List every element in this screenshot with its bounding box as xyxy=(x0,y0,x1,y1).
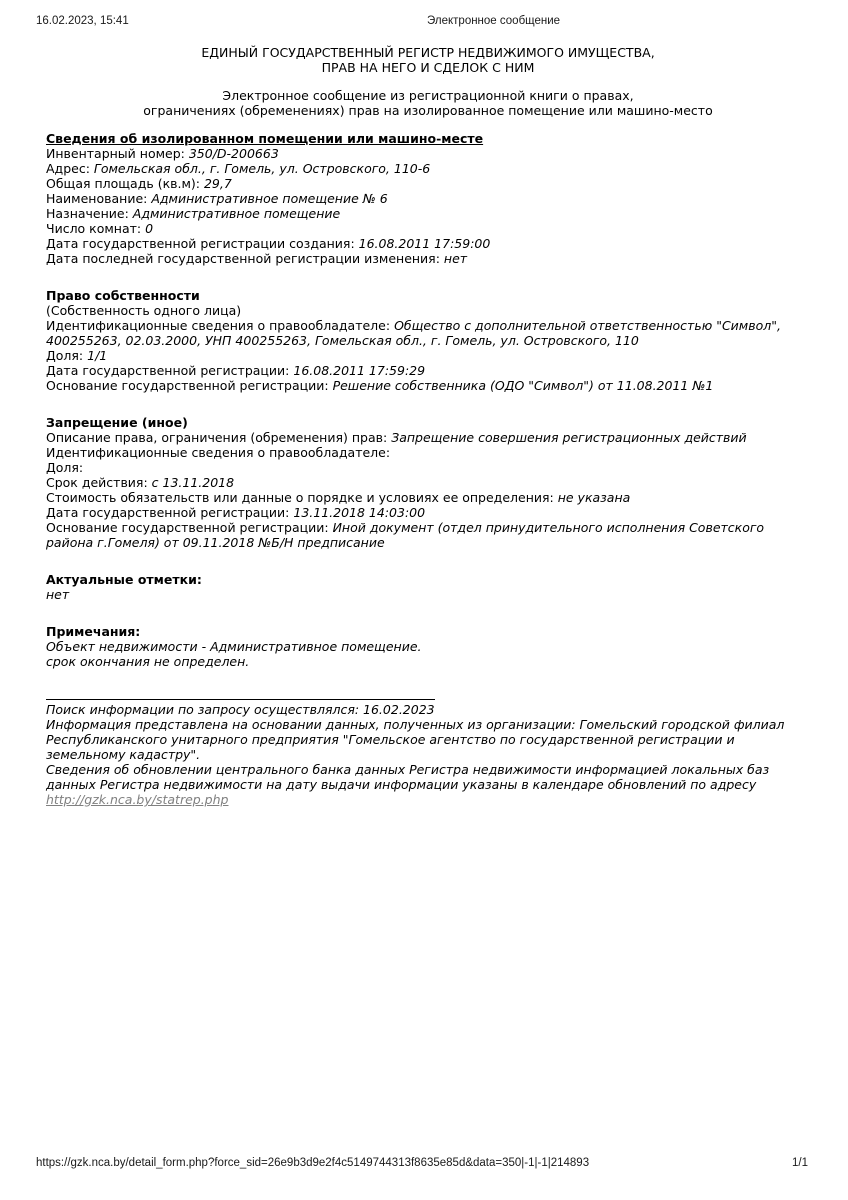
field-label: Стоимость обязательств или данные о порядке и условиях ее определения: xyxy=(46,490,554,505)
field-label: Срок действия: xyxy=(46,475,148,490)
field-value: не указана xyxy=(557,490,631,505)
print-header-datetime: 16.02.2023, 15:41 xyxy=(36,15,129,27)
notes-line: Объект недвижимости - Административное помещение. xyxy=(46,639,422,654)
print-header xyxy=(36,15,812,29)
section-ownership xyxy=(46,288,810,393)
field-label: Основание государственной регистрации: xyxy=(46,378,329,393)
field-address xyxy=(46,161,810,176)
field-reg-date xyxy=(46,363,810,378)
field-rightholder-id xyxy=(46,318,810,348)
field-name xyxy=(46,191,810,206)
field-inventory-number xyxy=(46,146,810,161)
field-room-count xyxy=(46,221,810,236)
field-value: 16.08.2011 17:59:29 xyxy=(293,363,426,378)
field-label: Дата государственной регистрации: xyxy=(46,363,290,378)
field-label: Дата государственной регистрации создания: xyxy=(46,236,355,251)
field-share xyxy=(46,348,810,363)
field-label: Дата последней государственной регистрации изменения: xyxy=(46,251,440,266)
doc-subtitle-line1: Электронное сообщение из регистрационной книги о правах, xyxy=(222,88,634,103)
field-right-description xyxy=(46,430,810,445)
statrep-link-line xyxy=(46,792,810,807)
divider-line xyxy=(46,699,435,700)
print-footer xyxy=(36,1157,808,1169)
document-body xyxy=(46,45,810,807)
field-value: 350/D-200663 xyxy=(188,146,279,161)
field-label: Наименование: xyxy=(46,191,148,206)
info-footer xyxy=(46,699,810,807)
field-value: Административное помещение № 6 xyxy=(151,191,388,206)
section-notes xyxy=(46,624,810,669)
section-prohibition-heading: Запрещение (иное) xyxy=(46,415,188,430)
field-value: Гомельская обл., г. Гомель, ул. Островского, 110-6 xyxy=(93,161,431,176)
field-value: 16.08.2011 17:59:00 xyxy=(358,236,491,251)
field-label: Описание права, ограничения (обременения) прав: xyxy=(46,430,388,445)
field-value: Запрещение совершения регистрационных действий xyxy=(391,430,747,445)
field-label: Адрес: xyxy=(46,161,90,176)
field-label: Основание государственной регистрации: xyxy=(46,520,329,535)
doc-subtitle xyxy=(46,88,810,118)
field-creation-reg-date xyxy=(46,236,810,251)
field-value: 29,7 xyxy=(203,176,232,191)
field-label: Инвентарный номер: xyxy=(46,146,185,161)
doc-title xyxy=(46,45,810,75)
field-label: Общая площадь (кв.м): xyxy=(46,176,200,191)
doc-title-line2: ПРАВ НА НЕГО И СДЕЛОК С НИМ xyxy=(321,60,535,75)
field-value: с 13.11.2018 xyxy=(151,475,235,490)
field-share xyxy=(46,460,810,475)
field-label: Доля: xyxy=(46,460,84,475)
field-reg-basis xyxy=(46,520,810,550)
statrep-link[interactable]: http://gzk.nca.by/statrep.php xyxy=(46,792,229,807)
field-label: Дата государственной регистрации: xyxy=(46,505,290,520)
print-footer-url: https://gzk.nca.by/detail_form.php?force_sid=26e9b3d9e2f4c5149744313f8635e85d&data=350|-1|-1|214893 xyxy=(36,1157,590,1169)
section-prohibition xyxy=(46,415,810,550)
field-label: Доля: xyxy=(46,348,84,363)
field-value: 0 xyxy=(145,221,154,236)
field-obligation-cost xyxy=(46,490,810,505)
field-rightholder-id xyxy=(46,445,810,460)
field-label: Идентификационные сведения о правообладателе: xyxy=(46,445,391,460)
section-marks-heading: Актуальные отметки: xyxy=(46,572,202,587)
field-value: Общество с дополнительной ответственностью "Символ", 400255263, 02.03.2000, УНП 400255263, Гомельская обл., г. Гомель, ул. Островского, 110 xyxy=(46,318,781,348)
section-marks xyxy=(46,572,810,602)
field-reg-date xyxy=(46,505,810,520)
field-value: Административное помещение xyxy=(132,206,341,221)
marks-value: нет xyxy=(46,587,70,602)
field-value: 1/1 xyxy=(87,348,108,363)
field-validity-period xyxy=(46,475,810,490)
print-header-doc-label: Электронное сообщение xyxy=(427,15,561,27)
field-value: Решение собственника (ОДО "Символ") от 11.08.2011 №1 xyxy=(332,378,714,393)
section-premises xyxy=(46,131,810,266)
search-info-line: Поиск информации по запросу осуществлялся: 16.02.2023 xyxy=(46,702,435,717)
update-info-line: Сведения об обновлении центрального банка данных Регистра недвижимости информацией локальных баз данных Регистра недвижимости на дату выдачи информации указаны в календаре обновлений по адресу xyxy=(46,762,770,792)
section-premises-heading: Сведения об изолированном помещении или машино-месте xyxy=(46,131,484,146)
field-value: 13.11.2018 14:03:00 xyxy=(293,505,426,520)
field-label: Число комнат: xyxy=(46,221,142,236)
field-total-area xyxy=(46,176,810,191)
field-last-change-reg-date xyxy=(46,251,810,266)
ownership-type-line: (Собственность одного лица) xyxy=(46,303,242,318)
section-ownership-heading: Право собственности xyxy=(46,288,200,303)
field-label: Назначение: xyxy=(46,206,129,221)
field-reg-basis xyxy=(46,378,810,393)
notes-line: срок окончания не определен. xyxy=(46,654,250,669)
doc-title-line1: ЕДИНЫЙ ГОСУДАРСТВЕННЫЙ РЕГИСТР НЕДВИЖИМОГО ИМУЩЕСТВА, xyxy=(201,45,655,60)
field-value: нет xyxy=(443,251,468,266)
org-info-line: Информация представлена на основании данных, полученных из организации: Гомельский городской филиал Республиканского унитарного предприятия "Гомельское агентство по государственной регистрации и земельному кадастру". xyxy=(46,717,785,762)
section-notes-heading: Примечания: xyxy=(46,624,141,639)
field-purpose xyxy=(46,206,810,221)
field-value: Иной документ (отдел принудительного исполнения Советского района г.Гомеля) от 09.11.2018 №Б/Н предписание xyxy=(46,520,765,550)
field-label: Идентификационные сведения о правообладателе: xyxy=(46,318,391,333)
doc-subtitle-line2: ограничениях (обременениях) прав на изолированное помещение или машино-место xyxy=(143,103,713,118)
print-footer-page-indicator: 1/1 xyxy=(792,1157,808,1169)
